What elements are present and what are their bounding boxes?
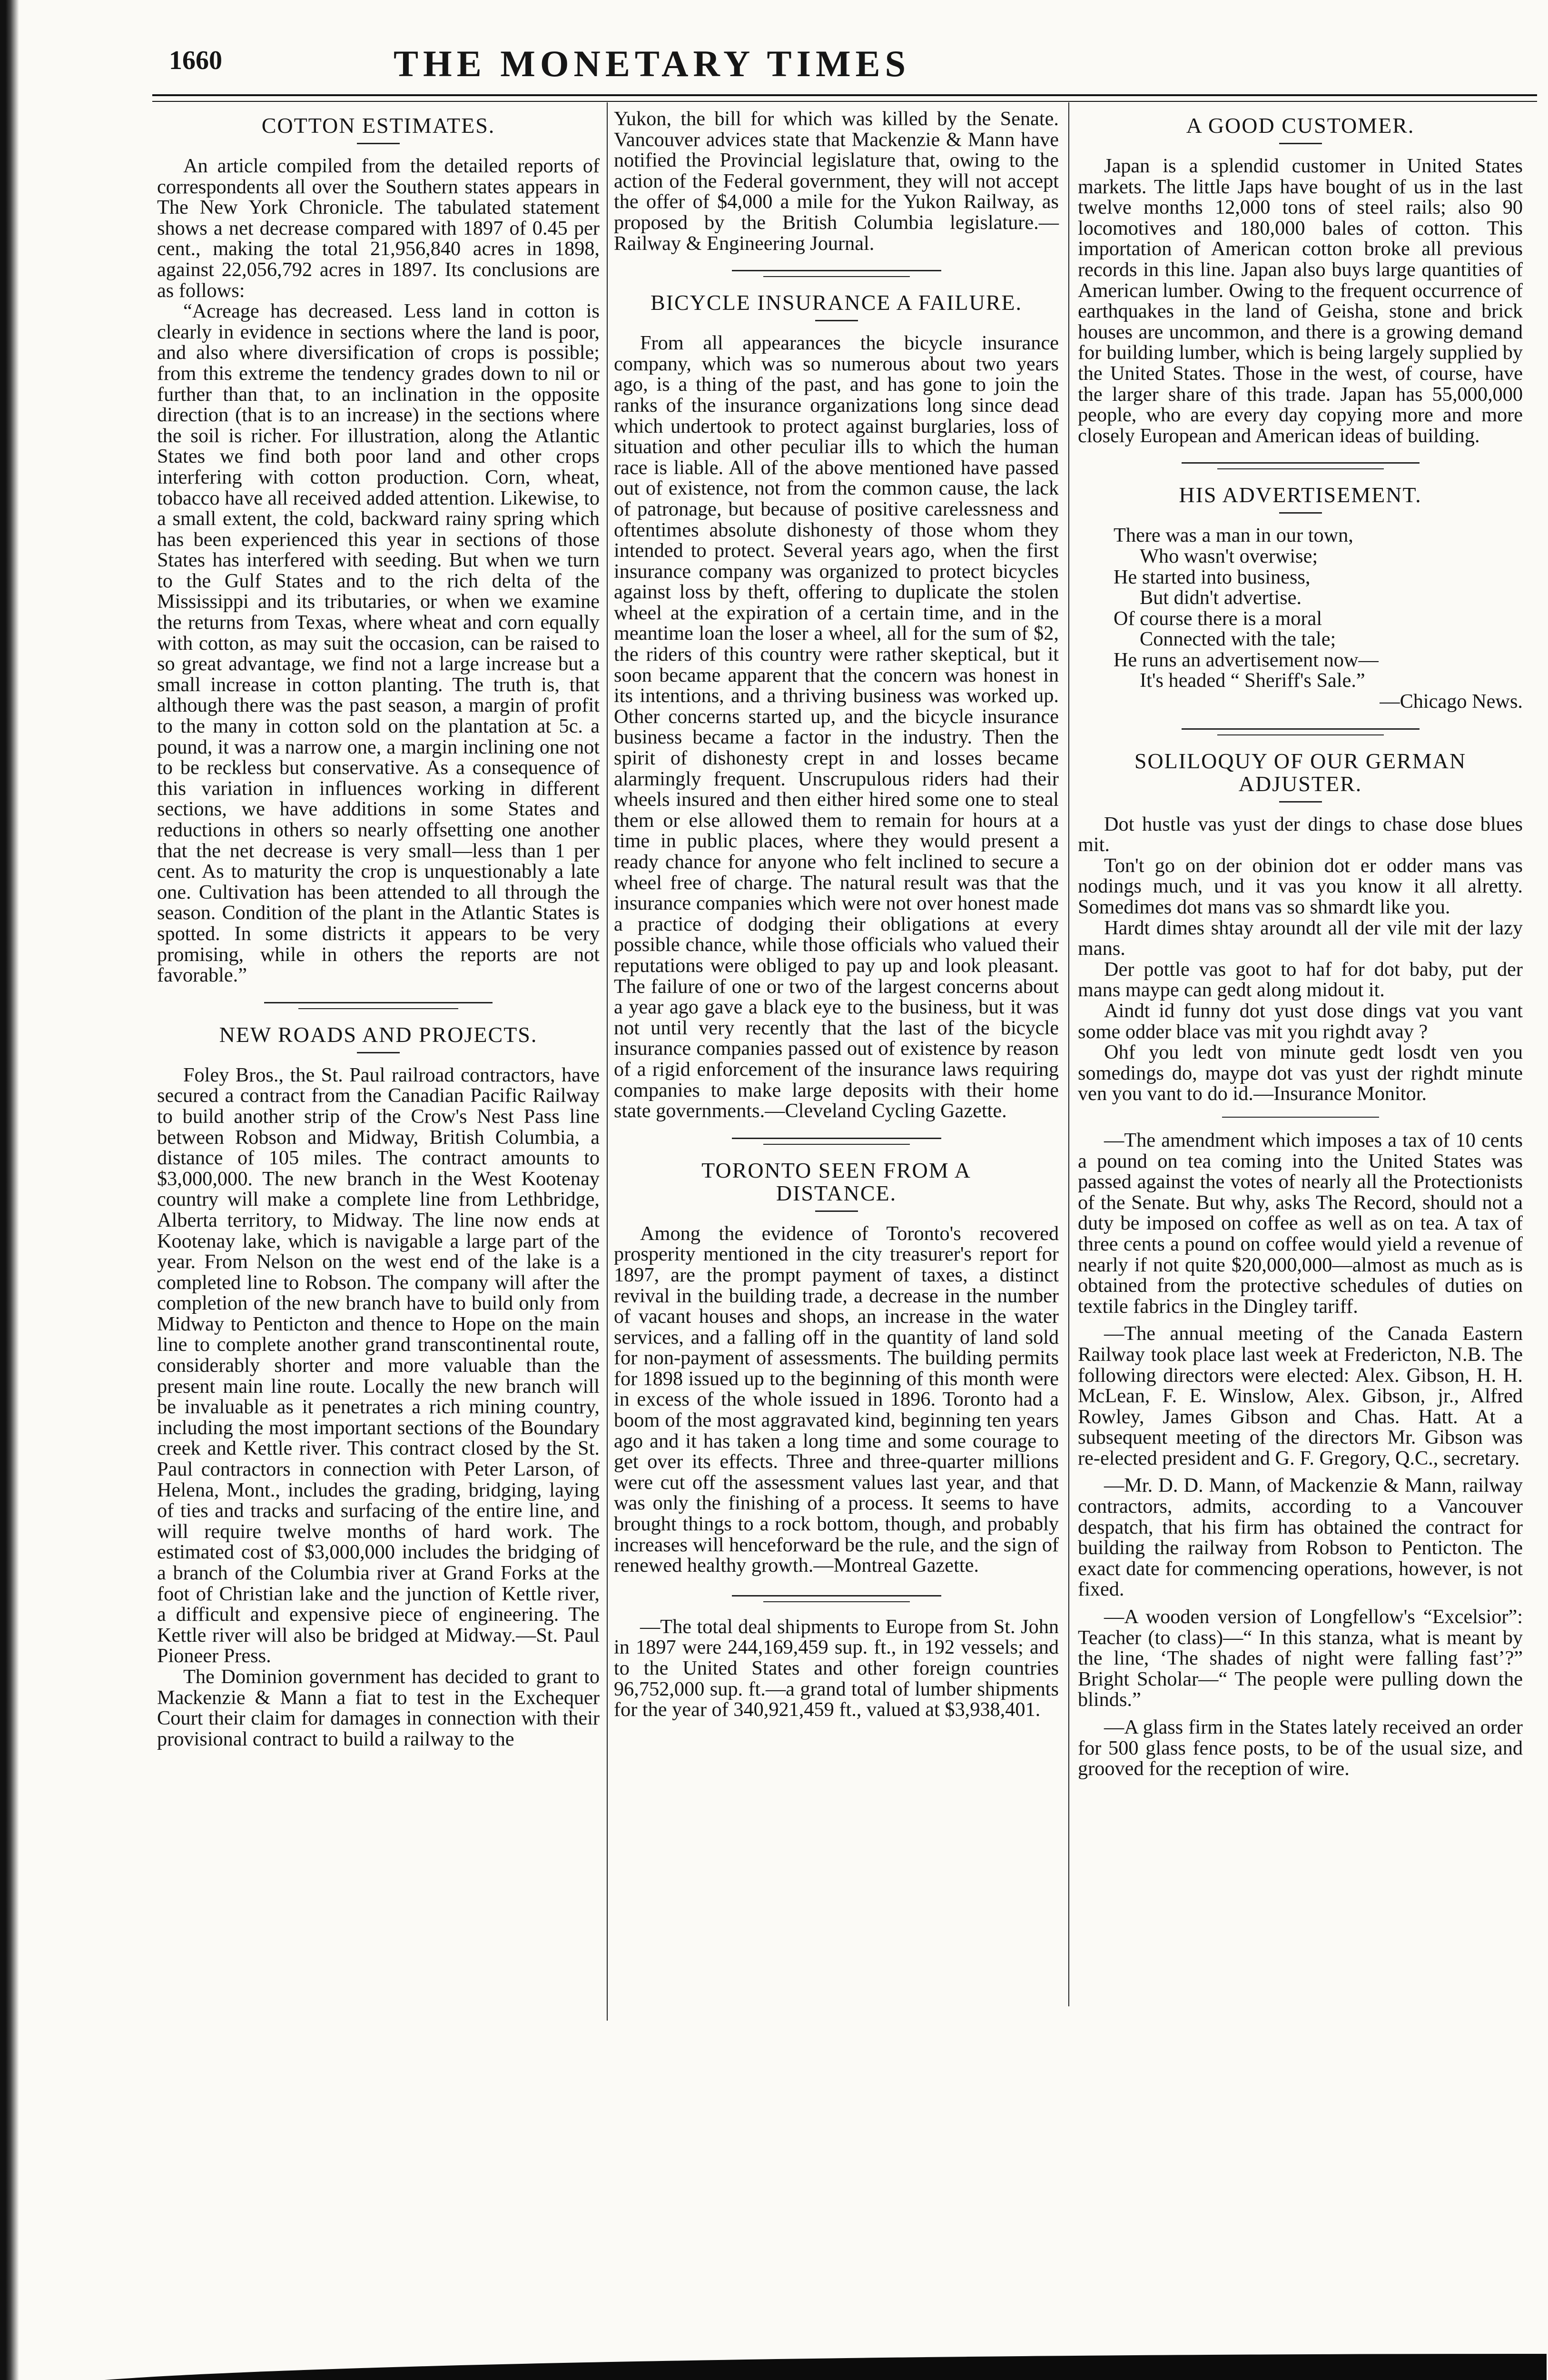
article-paragraph: “Acreage has decreased. Less land in cotton is clearly in evidence in sections where the land is poor, and also where diversification of crops is possible; from this extreme the tendency grades down to nil or further than that, to an inclination in the opposite direction (that is to an increase) in the sections where the soil is richer. For illustration, along the Atlantic States we find both poor land and other crops interfering with cotton production. Corn, wheat, tobacco have all received added attention. Likewise, to a small extent, the cold, backward rainy spring which has been experienced this year in sections of those States has interfered with seeding. But when we turn to the Gulf States and to the rich delta of the Mississippi and its tributaries, or when we examine the returns from Texas, where wheat and corn equally with cotton, as may suit the occasion, can be raised to so great advantage, we find not a large increase but a small increase in cotton planting. The truth is, that although there was the past season, a margin of profit to the many in cotton sold on the plantation at 5c. a pound, it was a narrow one, a margin inclining one not to be reckless but conservative. As a consequence of this variation in influences working in different sections, we have additions in some States and reductions in others so nearly offsetting one another that the net decrease is very small—less than 1 per cent. As to maturity the crop is unquestionably a late one. Cultivation has been attended to all through the season. Condition of the plant in the Atlantic States is spotted. In some districts it appears to be very promising, while in others the reports are not favorable.”: [157, 300, 600, 987]
header-rule: [152, 94, 1537, 96]
article-paragraph: Hardt dimes shtay aroundt all der vile mit der lazy mans.: [1078, 916, 1523, 960]
title-dash: [1279, 801, 1322, 803]
column-2: [614, 109, 1059, 1720]
poem-line: Of course there is a moral: [1114, 607, 1322, 630]
article-paragraph: Aindt id funny dot yust dose dings vat you vant some odder blace vas mit you righdt avay ?: [1078, 1000, 1523, 1043]
poem: [1078, 525, 1523, 712]
poem-line: It's headed “ Sheriff's Sale.”: [1140, 669, 1365, 692]
news-note: —Mr. D. D. Mann, of Mackenzie & Mann, railway contractors, admits, according to a Vancouver despatch, that his firm has obtained the contract for building the railway from Robson to Penticton. The exact date for commencing operations, however, is not fixed.: [1078, 1474, 1523, 1601]
column-3: [1078, 109, 1523, 1786]
article-paragraph: Japan is a splendid customer in United States markets. The little Japs have bought of us in the last twelve months 12,000 tons of steel rails; also 90 locomotives and 180,000 bales of cotton. This importation of American cotton broke all previous records in this line. Japan also buys large quantities of American lumber. Owing to the frequent occurrence of earthquakes in the land of Geisha, stone and brick houses are uncommon, and there is a growing demand for building lumber, which is being largely supplied by the United States. Those in the west, of course, have the larger share of this trade. Japan has 55,000,000 people, who are every day copying more and more closely European and American ideas of building.: [1078, 155, 1523, 447]
section-separator: [732, 270, 941, 277]
poem-line: He started into business,: [1114, 565, 1311, 588]
title-dash: [1279, 143, 1322, 144]
title-dash: [815, 320, 858, 321]
title-dash: [1279, 512, 1322, 514]
news-note: —A glass firm in the States lately received an order for 500 glass fence posts, to be of the usual size, and grooved for the reception of wire.: [1078, 1716, 1523, 1780]
article-paragraph: An article compiled from the detailed reports of correspondents all over the Southern states appears in The New York Chronicle. The tabulated statement shows a net decrease compared with 1897 of 0.45 per cent., making the total 21,956,840 acres in 1898, against 22,056,792 acres in 1897. Its conclusions are as follows:: [157, 155, 600, 302]
article-paragraph: Der pottle vas goot to haf for dot baby, put der mans maype can gedt along midout it.: [1078, 958, 1523, 1002]
article-paragraph: Ton't go on der obinion dot er odder mans vas nodings much, und it vas you know it all alretty. Somedimes dot mans vas so shmardt like you.: [1078, 854, 1523, 919]
poem-line: There was a man in our town,: [1114, 524, 1353, 547]
article-paragraph: Yukon, the bill for which was killed by the Senate. Vancouver advices state that Mackenzie & Mann have notified the Provincial legislature that, owing to the action of the Federal government, they will not accept the offer of $4,000 a mile for the Yukon Railway, as proposed by the British Columbia legislature.—Railway & Engineering Journal.: [614, 108, 1059, 255]
news-note: —A wooden version of Longfellow's “Excelsior”: Teacher (to class)—“ In this stanza, what is meant by the line, ‘The shades of night were falling fast’?” Bright Scholar—“ The people were pulling down the blinds.”: [1078, 1606, 1523, 1711]
column-rule: [1068, 102, 1069, 2006]
column-rule: [607, 102, 608, 2021]
article-paragraph: The Dominion government has decided to grant to Mackenzie & Mann a fiat to test in the Exchequer Court their claim for damages in connection with their provisional contract to build a railway to the: [157, 1665, 600, 1750]
article-paragraph: Dot hustle vas yust der dings to chase dose blues mit.: [1078, 813, 1523, 856]
news-note: —The total deal shipments to Europe from St. John in 1897 were 244,169,459 sup. ft., in 192 vessels; and to the United States and other foreign countries 96,752,000 sup. ft.—a grand total of lumber shipments for the year of 340,921,459 ft., valued at $3,938,401.: [614, 1615, 1059, 1721]
poem-line: Connected with the tale;: [1140, 628, 1336, 651]
article-paragraph: Foley Bros., the St. Paul railroad contractors, have secured a contract from the Canadian Pacific Railway to build another strip of the Crow's Nest Pass line between Robson and Midway, British Columbia, a distance of 105 miles. The contract amounts to $3,000,000. The new branch in the West Kootenay country will make a complete line from Lethbridge, Alberta territory, to Midway. The line now ends at Kootenay lake, which is navigable a large part of the year. From Nelson on the west end of the lake is a completed line to Robson. The company will after the completion of the new branch have to build only from Midway to Penticton and thence to Hope on the main line to complete another grand transcontinental route, considerably shorter and more valuable than the present main line route. Locally the new branch will be invaluable as it penetrates a rich mining country, including the most important sections of the Boundary creek and Kettle river. This contract closed by the St. Paul contractors in connection with Peter Larson, of Helena, Mont., includes the grading, bridging, laying of ties and tracks and surfacing of the entire line, and will require twelve months of hard work. The estimated cost of $3,000,000 includes the bridging of a branch of the Columbia river at Grand Forks at the foot of Christian lake and the junction of Kettle river, a difficult and expensive piece of engineering. The Kettle river will also be bridged at Midway.—St. Paul Pioneer Press.: [157, 1063, 600, 1667]
section-separator: [732, 1595, 941, 1602]
article-title: COTTON ESTIMATES.: [261, 113, 495, 138]
article-paragraph: From all appearances the bicycle insurance company, which was so numerous about two years ago, is a thing of the past, and has gone to join the ranks of the insurance organizations long since dead which undertook to protect against burglaries, loss of situation and other peculiar ills to which the human race is liable. All of the above mentioned have passed out of existence, not from the common cause, the lack of patronage, but because of positive carelessness and oftentimes absolute dishonesty of those whom they intended to protect. Several years ago, when the first insurance company was organized to protect bicycles against loss by theft, offering to duplicate the stolen wheel at the expiration of a certain time, and in the meantime loan the loser a wheel, all for the sum of $2, the riders of this country were rather skeptical, but it soon became apparent that the concern was honest in its intentions, and a thriving business was worked up. Other concerns started up, and the bicycle insurance business became a factor in the industry. Then the spirit of dishonesty crept in and losses became alarmingly frequent. Unscrupulous riders had their wheels insured and then either hired some one to steal them or else allowed them to remain for hours at a time in public places, where they would present a ready chance for anyone who felt inclined to secure a wheel free of charge. The natural result was that the insurance companies which were not over honest made a practice of dodging their obligations at every possible chance, while those officials who valued their reputations were obliged to pay up and look pleasant. The failure of one or two of the largest concerns about a year ago gave a black eye to the business, but it was not until very recently that the last of the bicycle insurance companies passed out of existence by reason of a rigid enforcement of the insurance laws requiring companies to make large deposits with their home state governments.—Cleveland Cycling Gazette.: [614, 332, 1059, 1122]
poem-line: But didn't advertise.: [1140, 586, 1302, 609]
title-dash: [357, 143, 400, 144]
page-number: 1660: [169, 46, 222, 75]
poem-line: Who wasn't overwise;: [1140, 545, 1318, 567]
article-title: BICYCLE INSURANCE A FAILURE.: [651, 290, 1022, 315]
page-binding-shadow: [0, 0, 19, 2380]
article-title: HIS ADVERTISEMENT.: [1179, 483, 1422, 507]
section-separator: [1182, 462, 1420, 469]
section-separator: [264, 1002, 493, 1009]
section-separator: [1182, 728, 1420, 735]
article-title: A GOOD CUSTOMER.: [1186, 113, 1415, 138]
news-note: —The amendment which imposes a tax of 10 cents a pound on tea coming into the United States was passed against the votes of nearly all the Protectionists of the Senate. But why, asks The Record, should not a duty be imposed on coffee as well as on tea. A tax of three cents a pound on coffee would yield a revenue of nearly if not quite $20,000,000—almost as much as is obtained from the protective schedules of duties on textile fabrics in the Dingley tariff.: [1078, 1129, 1523, 1318]
article-title: TORONTO SEEN FROM A DISTANCE.: [701, 1158, 971, 1205]
column-1: [157, 109, 600, 1749]
title-dash: [357, 1052, 400, 1053]
header-rule-thin: [152, 101, 1537, 102]
article-paragraph: Ohf you ledt von minute gedt losdt ven you somedings do, maype dot vas yust der righdt minute ven you vant to do id.—Insurance Monitor.: [1078, 1041, 1523, 1105]
page-edge-shadow: [29, 2354, 1547, 2380]
article-title: NEW ROADS AND PROJECTS.: [219, 1022, 538, 1047]
article-title: SOLILOQUY OF OUR GERMAN ADJUSTER.: [1134, 748, 1467, 796]
section-separator: [732, 1138, 941, 1145]
section-separator: [1222, 1117, 1379, 1118]
masthead-title: THE MONETARY TIMES: [394, 43, 910, 84]
news-note: —The annual meeting of the Canada Eastern Railway took place last week at Fredericton, N.B. The following directors were elected: Alex. Gibson, H. H. McLean, F. E. Winslow, Alex. Gibson, jr., Alfred Rowley, James Gibson and Chas. Hatt. At a subsequent meeting of the directors Mr. Gibson was re-elected president and G. F. Gregory, Q.C., secretary.: [1078, 1322, 1523, 1469]
poem-source: —Chicago News.: [1380, 690, 1523, 713]
title-dash: [815, 1210, 858, 1212]
poem-line: He runs an advertisement now—: [1114, 648, 1379, 671]
page-header: [157, 45, 1147, 88]
article-paragraph: Among the evidence of Toronto's recovered prosperity mentioned in the city treasurer's report for 1897, are the prompt payment of taxes, a distinct revival in the building trade, a decrease in the number of vacant houses and shops, an increase in the water services, and a falling off in the quantity of land sold for non-payment of assessments. The building permits for 1898 issued up to the beginning of this month were in excess of the whole issued in 1896. Toronto had a boom of the most aggravated kind, beginning ten years ago and it has taken a long time and some courage to get over its effects. Three and three-quarter millions were cut off the assessment values last year, and that was only the finishing of a process. It seems to have brought things to a rock bottom, though, and probably increases will henceforward be the rule, and the sign of renewed healthy growth.—Montreal Gazette.: [614, 1222, 1059, 1577]
